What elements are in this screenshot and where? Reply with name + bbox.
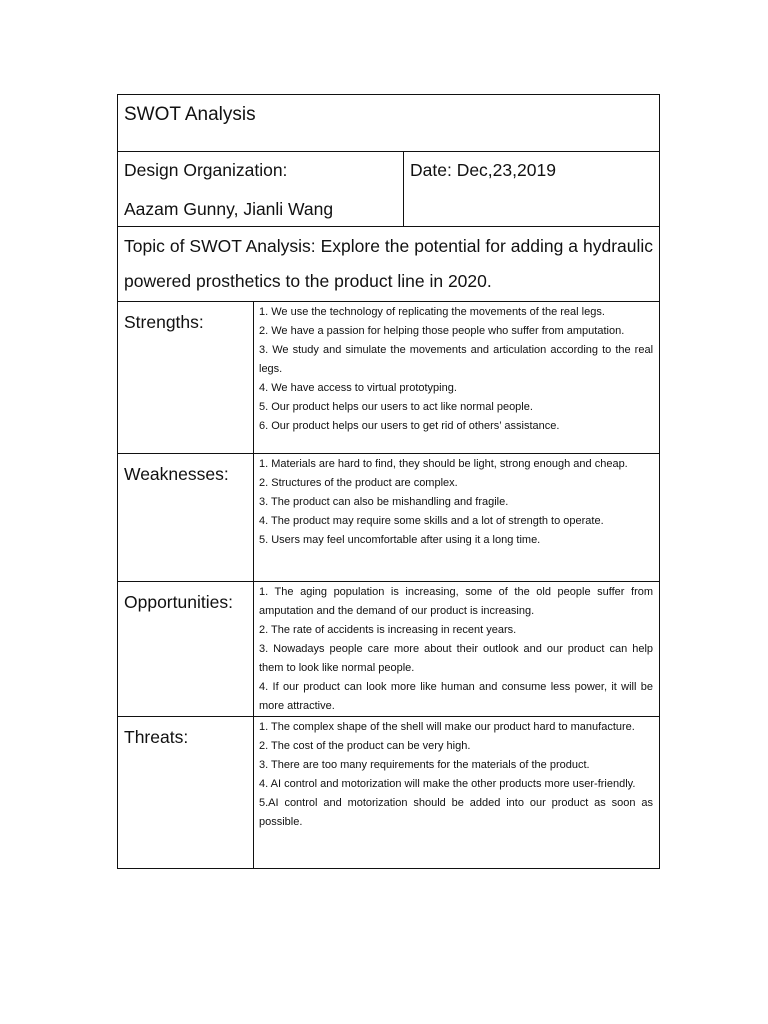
strengths-items-cell [254,302,660,454]
document-title: SWOT Analysis [124,104,256,125]
date-text: Date: Dec,23,2019 [410,160,556,180]
strength-item: 6. Our product helps our users to get rid of others’ assistance. [259,420,560,432]
strength-item: 3. We study and simulate the movements and articulation according to the real legs. [259,344,654,375]
strength-item: 2. We have a passion for helping those people who suffer from amputation. [259,325,625,337]
section-label-threats: Threats: [124,727,189,747]
section-label-opportunities: Opportunities: [124,592,233,612]
opportunity-item: 3. Nowadays people care more about their outlook and our product can help them to look like normal people. [259,643,654,674]
opportunities-label-cell [118,582,254,717]
strength-item: 4. We have access to virtual prototyping. [259,382,457,394]
organization-names: Aazam Gunny, Jianli Wang [124,199,334,219]
organization-label: Design Organization: [124,160,288,180]
threats-label-cell [118,717,254,869]
strength-item: 5. Our product helps our users to act like normal people. [259,401,533,413]
opportunity-item: 4. If our product can look more like human and consume less power, it will be more attractive. [259,681,654,712]
strengths-label-cell [118,302,254,454]
date-cell [404,152,660,227]
weaknesses-items-cell [254,454,660,582]
opportunity-item: 1. The aging population is increasing, some of the old people suffer from amputation and the demand of our product is increasing. [259,586,654,617]
swot-table [117,94,660,869]
weaknesses-label-cell [118,454,254,582]
threat-item: 5.AI control and motorization should be added into our product as soon as possible. [259,797,654,828]
swot-document [117,94,659,869]
topic-cell [118,227,660,302]
section-label-weaknesses: Weaknesses: [124,464,229,484]
topic-text: Topic of SWOT Analysis: Explore the potential for adding a hydraulic powered prosthetics to the product line in 2020. [124,236,654,291]
threat-item: 4. AI control and motorization will make the other products more user-friendly. [259,778,636,790]
weakness-item: 3. The product can also be mishandling and fragile. [259,496,509,508]
weakness-item: 1. Materials are hard to find, they should be light, strong enough and cheap. [259,458,628,470]
weakness-item: 5. Users may feel uncomfortable after using it a long time. [259,534,541,546]
strength-item: 1. We use the technology of replicating the movements of the real legs. [259,306,605,318]
organization-cell [118,152,404,227]
threat-item: 3. There are too many requirements for the materials of the product. [259,759,590,771]
opportunity-item: 2. The rate of accidents is increasing in recent years. [259,624,517,636]
opportunities-items-cell [254,582,660,717]
weakness-item: 2. Structures of the product are complex. [259,477,458,489]
threats-items-cell [254,717,660,869]
title-cell [118,95,660,152]
threat-item: 1. The complex shape of the shell will make our product hard to manufacture. [259,721,635,733]
section-label-strengths: Strengths: [124,312,204,332]
threat-item: 2. The cost of the product can be very high. [259,740,471,752]
weakness-item: 4. The product may require some skills and a lot of strength to operate. [259,515,604,527]
